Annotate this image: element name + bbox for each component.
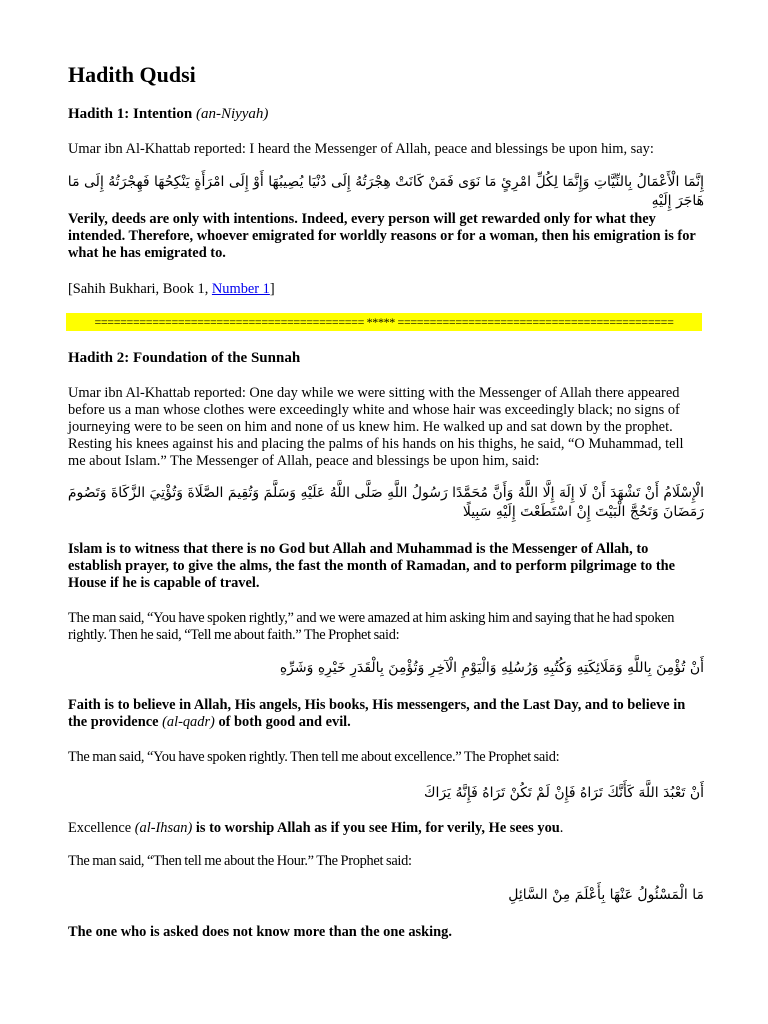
hadith-2-faith-translation <box>68 697 704 731</box>
faith-translation-part-1: Faith is to believe in Allah, His angels, His books, His messengers, and the Last Day, and to believe in the providence <box>68 697 686 730</box>
hadith-2-hour-question: The man said, “Then tell me about the Hour.” The Prophet said: <box>68 853 412 869</box>
excellence-part-2: is to worship Allah as if you see Him, for verily, He sees you <box>192 820 560 836</box>
hadith-2-arabic-excellence: أَنْ تَعْبُدَ اللَّهَ كَأَنَّكَ تَرَاهُ فَإِنْ لَمْ تَكُنْ تَرَاهُ فَإِنَّهُ يَرَاكَ <box>423 785 704 801</box>
hadith-1-heading-italic: (an-Niyyah) <box>195 106 269 122</box>
excellence-part-3: . <box>559 820 564 836</box>
hadith-2-arabic-islam: الْإِسْلَامُ أَنْ تَشْهَدَ أَنْ لَا إِلَهَ إِلَّا اللَّهُ وَأَنَّ مُحَمَّدًا رَسُولُ اللَّهِ صَلَّى اللَّهُ عَلَيْهِ وَسَلَّمَ وَتُقِيمَ الصَّلَاةَ وَتُؤْتِيَ الزَّكَاةَ وَتَصُومَ رَمَضَانَ وَتَحُجَّ الْبَيْتَ إِنْ اسْتَطَعْتَ إِلَيْهِ سَبِيلًا <box>67 485 704 520</box>
separator-text: ========================================== ***** =========================================== <box>94 315 674 329</box>
source-suffix: ] <box>269 281 275 297</box>
hadith-1-source <box>68 281 704 298</box>
hadith-1-translation: Verily, deeds are only with intentions. Indeed, every person will get rewarded only for what they intended. Therefore, whoever emigrated for worldly reasons or for a woman, then his emigration is for what he has emigrated to. <box>68 211 696 261</box>
excellence-italic: (al-Ihsan) <box>134 820 193 836</box>
hadith-2-excellence-question: The man said, “You have spoken rightly. Then tell me about excellence.” The Prophet said: <box>68 749 560 765</box>
hadith-2-faith-question: The man said, “You have spoken rightly,” and we were amazed at him asking him and saying that he had spoken rightly. Then he said, “Tell me about faith.” The Prophet said: <box>68 610 675 643</box>
faith-translation-part-2: of both good and evil. <box>214 714 351 730</box>
hadith-2-heading: Hadith 2: Foundation of the Sunnah <box>68 350 301 366</box>
hadith-2-excellence-translation <box>68 820 704 837</box>
hadith-1-intro: Umar ibn Al-Khattab reported: I heard the Messenger of Allah, peace and blessings be upon him, say: <box>68 141 654 157</box>
hadith-1-heading-text: Hadith 1: Intention <box>68 106 193 122</box>
page-title: Hadith Qudsi <box>68 62 196 87</box>
separator-bar <box>66 313 702 331</box>
faith-translation-italic: (al-qadr) <box>162 714 215 730</box>
excellence-part-1: Excellence <box>68 820 135 836</box>
hadith-2-islam-translation: Islam is to witness that there is no God but Allah and Muhammad is the Messenger of Allah, to establish prayer, to give the alms, the fast the month of Ramadan, and to perform pilgrimage to the House if he is capable of travel. <box>68 541 676 591</box>
hadith-2-intro: Umar ibn Al-Khattab reported: One day while we were sitting with the Messenger of Allah there appeared before us a man whose clothes were exceedingly white and whose hair was exceedingly black; no signs of journeying were to be seen on him and none of us knew him. He walked up and sat down by the prophet. Resting his knees against his and placing the palms of his hands on his thighs, he said, “O Muhammad, tell me about Islam.” The Messenger of Allah, peace and blessings be upon him, said: <box>68 385 684 469</box>
hadith-1-heading <box>68 105 704 123</box>
hadith-2-arabic-faith: أَنْ تُؤْمِنَ بِاللَّهِ وَمَلَائِكَتِهِ وَكُتُبِهِ وَرُسُلِهِ وَالْيَوْمِ الْآخِرِ وَتُؤْمِنَ بِالْقَدَرِ خَيْرِهِ وَشَرِّهِ <box>279 660 704 676</box>
source-prefix: [Sahih Bukhari, Book 1, <box>68 281 212 297</box>
hadith-2-arabic-hour: مَا الْمَسْئُولُ عَنْهَا بِأَعْلَمَ مِنْ السَّائِلِ <box>508 887 704 903</box>
hadith-2-hour-translation: The one who is asked does not know more than the one asking. <box>68 924 452 940</box>
hadith-1-arabic: إِنَّمَا الْأَعْمَالُ بِالنِّيَّاتِ وَإِنَّمَا لِكُلِّ امْرِئٍ مَا نَوَى فَمَنْ كَانَتْ هِجْرَتُهُ إِلَى دُنْيَا يُصِيبُهَا أَوْ إِلَى امْرَأَةٍ يَنْكِحُهَا فَهِجْرَتُهُ إِلَى مَا هَاجَرَ إِلَيْهِ <box>67 174 704 209</box>
source-link[interactable]: Number 1 <box>211 281 270 297</box>
